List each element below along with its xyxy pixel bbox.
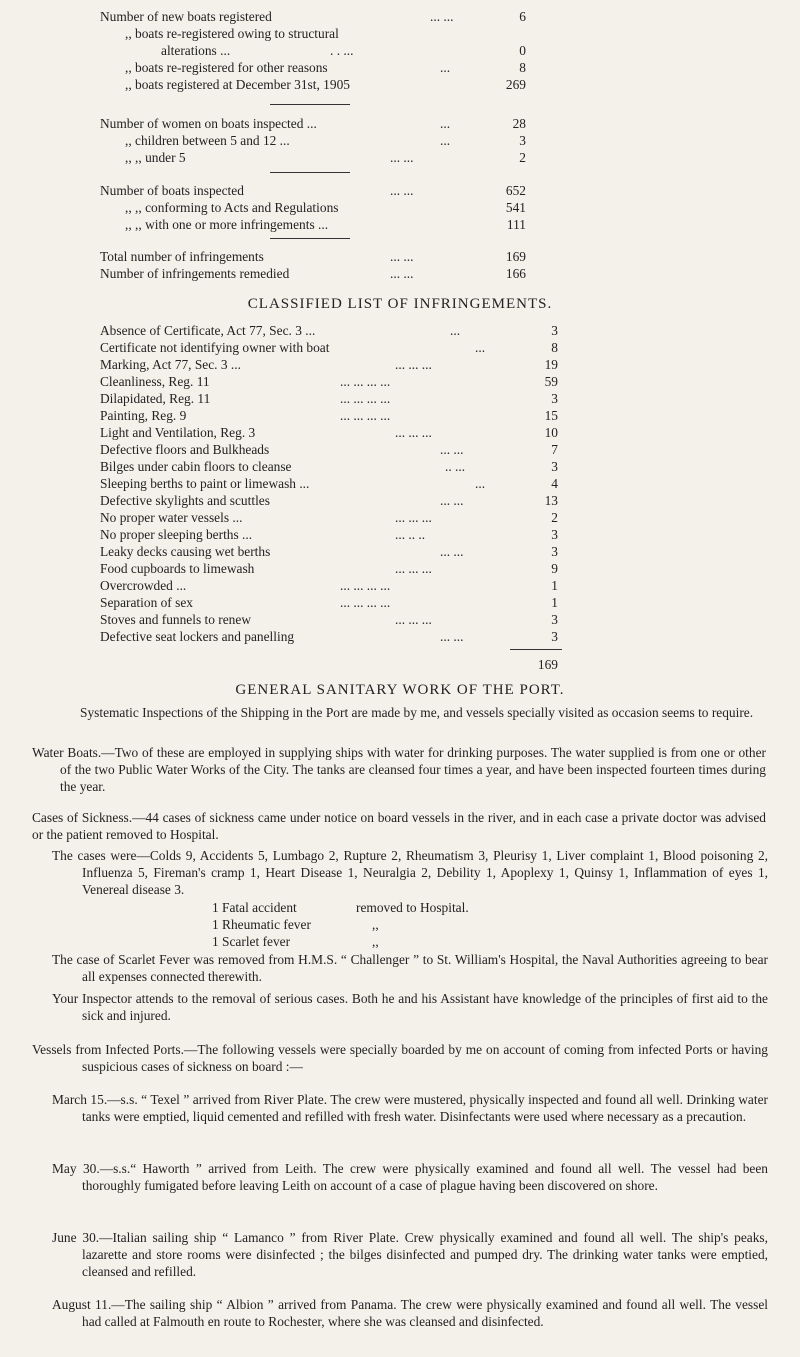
stat-row: Total number of infringements ... ... 169 [100, 249, 526, 264]
paragraph-may: May 30.—s.s.“ Haworth ” arrived from Leith. The crew were physically examined and found all well. The vessel had been thoroughly fumigated before leaving Leith on account of a case of plague having been discovered on shore. [52, 1161, 768, 1193]
women-children-block [0, 115, 800, 166]
stat-row: alterations ... . . ... 0 [161, 43, 526, 58]
removed-list [0, 899, 800, 950]
stat-row: Number of women on boats inspected ... ... 28 [100, 116, 526, 131]
list-item: Light and Ventilation, Reg. 3 ... ... ... 10 [100, 425, 558, 440]
infringements-total: 169 [537, 657, 558, 672]
list-item: Food cupboards to limewash ... ... ... 9 [100, 561, 558, 576]
general-heading: GENERAL SANITARY WORK OF THE PORT. [235, 682, 565, 698]
classified-heading: CLASSIFIED LIST OF INFRINGEMENTS. [247, 296, 553, 312]
stat-row: ,, children between 5 and 12 ... ... 3 [125, 133, 526, 148]
list-item: Painting, Reg. 9 ... ... ... ... 15 [100, 408, 558, 423]
list-item: Certificate not identifying owner with boat ... 8 [100, 340, 558, 355]
list-item: Dilapidated, Reg. 11 ... ... ... ... 3 [100, 391, 558, 406]
stat-row: ,, boats re-registered owing to structural [125, 26, 339, 41]
list-item: No proper water vessels ... ... ... ... 2 [100, 510, 558, 525]
list-item: No proper sleeping berths ... ... .. .. 3 [100, 527, 558, 542]
list-item: Separation of sex ... ... ... ... 1 [100, 595, 558, 610]
boats-registered-block [0, 8, 800, 93]
list-item: Bilges under cabin floors to cleanse .. ... 3 [100, 459, 558, 474]
list-item: 1 Scarlet fever ,, [212, 934, 379, 949]
section-divider [270, 238, 350, 239]
section-divider [270, 104, 350, 105]
stat-row: ,, ,, conforming to Acts and Regulations 541 [125, 200, 526, 215]
list-item: Defective skylights and scuttles ... ... 13 [100, 493, 558, 508]
paragraph-water-boats: Water Boats.—Two of these are employed in supplying ships with water for drinking purposes. The water supplied is from one or other of the two Public Water Works of the City. The tanks are cleansed four times a year, and have been inspected fourteen times during the year. [32, 745, 766, 794]
infringements-total-row [0, 656, 800, 673]
list-item: 1 Rheumatic fever ,, [212, 917, 379, 932]
stat-row: Number of boats inspected ... ... 652 [100, 183, 526, 198]
stat-row: Number of infringements remedied ... ... 166 [100, 266, 526, 281]
paragraph-june: June 30.—Italian sailing ship “ Lamanco ” from River Plate. Crew physically examined and found all well. The ship's peaks, lazarette and store rooms were disinfected ; the bilges disinfected and pumped dry. The drinking water tanks were emptied, cleansed and refilled. [52, 1230, 768, 1279]
paragraph-infected-ports: Vessels from Infected Ports.—The following vessels were specially boarded by me on account of coming from infected Ports or having suspicious cases of sickness on board :— [32, 1042, 768, 1074]
list-item: Defective seat lockers and panelling ... ... 3 [100, 629, 558, 644]
infringements-list [0, 322, 800, 645]
paragraph-march: March 15.—s.s. “ Texel ” arrived from River Plate. The crew were mustered, physically inspected and found all well. Drinking water tanks were emptied, liquid cemented and refilled with fresh water. Disinfectants were used where necessary as a precaution. [52, 1092, 768, 1124]
list-item: Defective floors and Bulkheads ... ... 7 [100, 442, 558, 457]
list-item: Overcrowded ... ... ... ... ... 1 [100, 578, 558, 593]
list-item: Stoves and funnels to renew ... ... ... 3 [100, 612, 558, 627]
paragraph-sickness: Cases of Sickness.—44 cases of sickness came under notice on board vessels in the river, and in each case a private doctor was advised or the patient removed to Hospital. [32, 810, 766, 842]
stat-row: ,, boats registered at December 31st, 1905 269 [125, 77, 526, 92]
paragraph-systematic: Systematic Inspections of the Shipping in the Port are made by me, and vessels specially visited as occasion seems to require. [80, 705, 754, 720]
list-item: Leaky decks causing wet berths ... ... 3 [100, 544, 558, 559]
inspections-block [0, 182, 800, 233]
paragraph-scarlet-fever: The case of Scarlet Fever was removed from H.M.S. “ Challenger ” to St. William's Hospital, the Naval Authorities agreeing to bear all expenses connected therewith. [52, 952, 768, 984]
total-rule [510, 649, 562, 650]
list-item: 1 Fatal accident removed to Hospital. [212, 900, 469, 915]
list-item: Sleeping berths to paint or limewash ... ... 4 [100, 476, 558, 491]
paragraph-cases: The cases were—Colds 9, Accidents 5, Lumbago 2, Rupture 2, Rheumatism 3, Pleurisy 1, Liver complaint 1, Blood poisoning 2, Influenza 5, Fireman's cramp 1, Heart Disease 1, Neuralgia 2, Debility 1, Apoplexy 1, Quinsy 1, Inflammation of eyes 1, Venereal disease 3. [52, 848, 768, 897]
paragraph-inspector: Your Inspector attends to the removal of serious cases. Both he and his Assistant have knowledge of the principles of first aid to the sick and injured. [52, 991, 768, 1023]
stat-row: Number of new boats registered ... ... 6 [100, 9, 526, 24]
list-item: Marking, Act 77, Sec. 3 ... ... ... ... 19 [100, 357, 558, 372]
stat-row: ,, ,, under 5 ... ... 2 [125, 150, 526, 165]
section-divider [270, 172, 350, 173]
list-item: Absence of Certificate, Act 77, Sec. 3 ... ... 3 [100, 323, 558, 338]
paragraph-august: August 11.—The sailing ship “ Albion ” arrived from Panama. The crew were physically examined and found all well. The vessel had called at Falmouth en route to Rochester, where she was cleansed and disinfected. [52, 1297, 768, 1329]
totals-block [0, 248, 800, 282]
stat-row: ,, boats re-registered for other reasons ... 8 [125, 60, 526, 75]
stat-row: ,, ,, with one or more infringements ... 111 [125, 217, 526, 232]
list-item: Cleanliness, Reg. 11 ... ... ... ... 59 [100, 374, 558, 389]
